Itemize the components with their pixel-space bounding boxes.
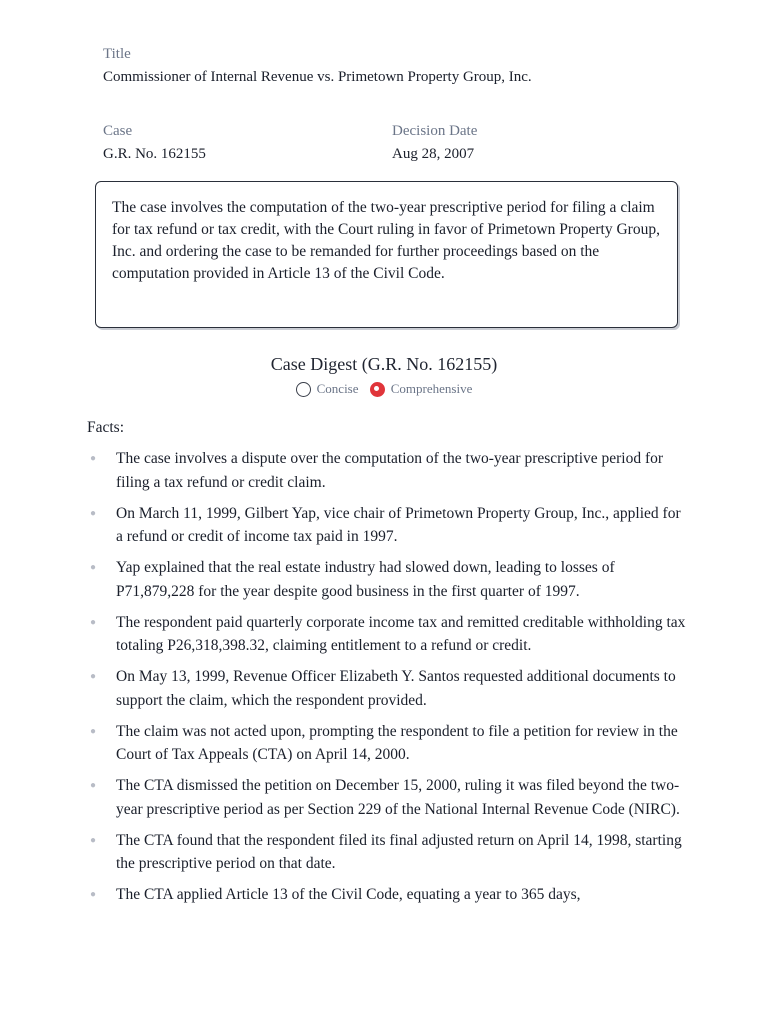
list-item	[90, 665, 690, 712]
fact-text: The CTA found that the respondent filed its final adjusted return on April 14, 1998, starting the prescriptive period on that date.	[116, 831, 682, 872]
list-item	[90, 447, 690, 494]
bullet-icon: ●	[90, 834, 97, 846]
bullet-icon: ●	[90, 889, 97, 900]
bullet-icon: ●	[90, 507, 97, 519]
decision-date-section	[392, 122, 642, 163]
title-label: Title	[103, 46, 131, 62]
case-label: Case	[103, 123, 133, 139]
fact-text: The CTA dismissed the petition on December 15, 2000, ruling it was filed beyond the two-year prescriptive period as per Section 229 of the National Internal Revenue Code (NIRC).	[116, 777, 680, 818]
bullet-icon: ●	[90, 562, 97, 573]
title-section	[103, 45, 703, 86]
facts-list	[90, 447, 690, 914]
decision-date-value: Aug 28, 2007	[392, 146, 475, 162]
list-item	[90, 556, 690, 603]
list-item	[90, 883, 690, 907]
fact-text: The CTA applied Article 13 of the Civil Code, equating a year to 365 days,	[116, 886, 581, 903]
title-value: Commissioner of Internal Revenue vs. Primetown Property Group, Inc.	[103, 69, 532, 85]
list-item	[90, 611, 690, 658]
summary-box	[95, 181, 678, 328]
list-item	[90, 774, 690, 821]
bullet-icon: ●	[90, 671, 97, 682]
bullet-icon: ●	[90, 725, 97, 737]
fact-text: The respondent paid quarterly corporate income tax and remitted creditable withholding tax totaling P26,318,398.32, claiming entitlement to a refund or credit.	[116, 613, 686, 654]
list-item	[90, 502, 690, 549]
fact-text: Yap explained that the real estate industry had slowed down, leading to losses of P71,879,228 for the year despite good business in the first quarter of 1997.	[116, 559, 615, 600]
comprehensive-option[interactable]	[370, 381, 473, 397]
bullet-icon: ●	[90, 616, 97, 628]
concise-option[interactable]	[296, 381, 359, 397]
facts-heading: Facts:	[87, 419, 125, 436]
concise-radio[interactable]	[296, 382, 311, 397]
bullet-icon: ●	[90, 780, 97, 791]
case-section	[103, 122, 353, 163]
fact-text: The case involves a dispute over the computation of the two-year prescriptive period for filing a tax refund or credit claim.	[116, 450, 664, 491]
comprehensive-label: Comprehensive	[390, 381, 473, 396]
case-value: G.R. No. 162155	[103, 146, 206, 162]
fact-text: On March 11, 1999, Gilbert Yap, vice chair of Primetown Property Group, Inc., applied for a refund or credit of income tax paid in 1997.	[116, 504, 681, 545]
summary-text: The case involves the computation of the two-year prescriptive period for filing a claim for tax refund or tax credit, with the Court ruling in favor of Primetown Property Group, Inc. and ordering the case to be remanded for further proceedings based on the computation provided in Article 13 of the Civil Code.	[112, 199, 660, 282]
list-item	[90, 829, 690, 876]
fact-text: The claim was not acted upon, prompting the respondent to file a petition for review in the Court of Tax Appeals (CTA) on April 14, 2000.	[116, 722, 678, 763]
decision-date-label: Decision Date	[392, 123, 478, 139]
list-item	[90, 720, 690, 767]
concise-label: Concise	[316, 381, 359, 396]
fact-text: On May 13, 1999, Revenue Officer Elizabeth Y. Santos requested additional documents to support the claim, which the respondent provided.	[116, 668, 676, 709]
bullet-icon: ●	[90, 453, 97, 464]
comprehensive-radio[interactable]	[370, 382, 385, 397]
digest-mode-toggle	[0, 381, 768, 401]
case-digest-heading: Case Digest (G.R. No. 162155)	[270, 354, 498, 374]
